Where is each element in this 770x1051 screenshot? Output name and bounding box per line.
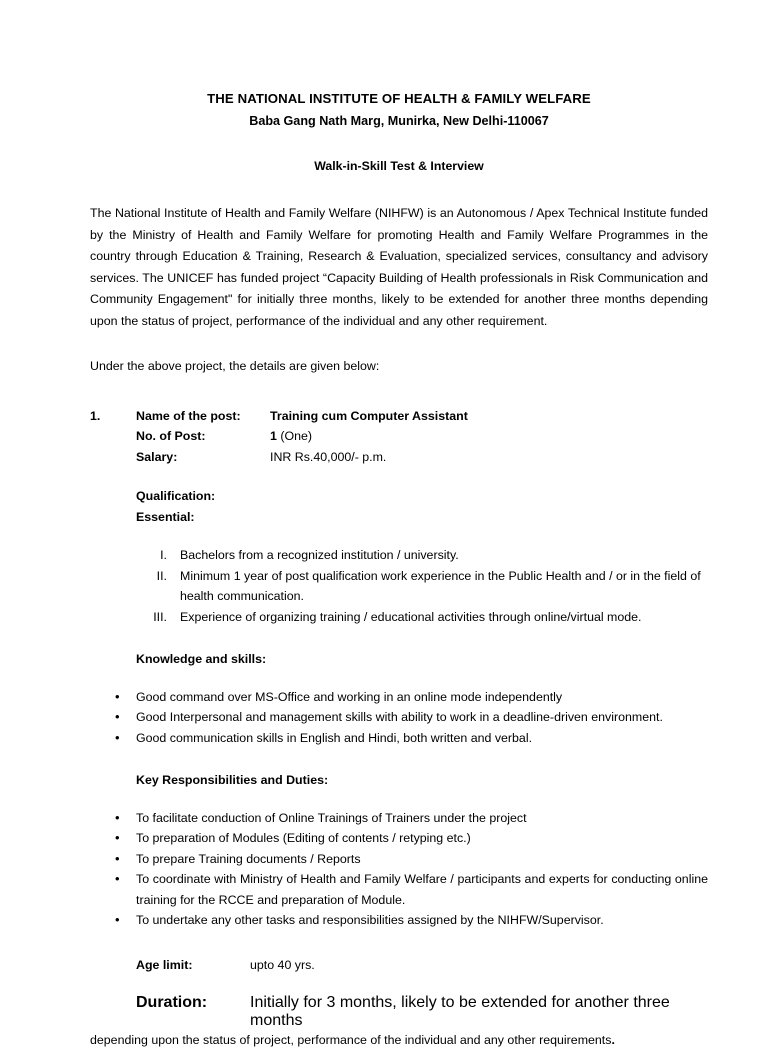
list-item <box>115 728 708 749</box>
list-item <box>115 849 708 870</box>
list-item <box>115 707 708 728</box>
post-rows <box>136 406 708 468</box>
bullet-text: To preparation of Modules (Editing of contents / retyping etc.) <box>136 831 471 845</box>
bullet-icon: • <box>115 871 120 886</box>
essential-heading: Essential: <box>136 509 195 524</box>
roman-text: Minimum 1 year of post qualification work experience in the Public Health and / or in the field of health communication. <box>180 568 701 603</box>
duration-tail-text: depending upon the status of project, performance of the individual and any other requirements <box>90 1033 612 1047</box>
duration-continuation <box>90 1030 708 1051</box>
duration-value: Initially for 3 months, likely to be extended for another three months <box>250 994 670 1029</box>
post-count-label: No. of Post: <box>136 429 206 443</box>
bullet-icon: • <box>115 850 120 866</box>
post-details-block <box>90 406 708 468</box>
knowledge-skills-list <box>90 687 708 749</box>
bullet-text: To prepare Training documents / Reports <box>136 851 361 866</box>
document-subject-heading: Walk-in-Skill Test & Interview <box>314 159 484 173</box>
post-count-number: 1 <box>270 429 277 443</box>
bullet-icon: • <box>115 830 120 845</box>
bullet-text: To coordinate with Ministry of Health and Family Welfare / participants and experts for conducting online training for the RCCE and preparation of Module. <box>136 872 708 907</box>
duration-tail-period: . <box>611 1033 615 1047</box>
bullet-icon: • <box>115 688 120 704</box>
list-item <box>115 910 708 931</box>
age-limit-label: Age limit: <box>136 957 193 972</box>
spacer <box>90 975 708 994</box>
institute-address: Baba Gang Nath Marg, Munirka, New Delhi-110067 <box>249 114 549 128</box>
essential-qualification-list <box>136 545 708 627</box>
list-item <box>115 828 708 849</box>
document-content <box>90 88 708 1051</box>
post-name-value: Training cum Computer Assistant <box>270 408 468 423</box>
qualification-heading: Qualification: <box>136 489 216 503</box>
duration-label: Duration: <box>136 994 208 1011</box>
bullet-icon: • <box>115 729 120 745</box>
list-item <box>115 808 708 829</box>
list-item <box>115 687 708 708</box>
roman-marker: I. <box>160 548 167 562</box>
post-row-salary <box>136 447 708 468</box>
age-limit-value: upto 40 yrs. <box>250 957 315 972</box>
post-salary-value: INR Rs.40,000/- p.m. <box>270 449 387 464</box>
roman-marker: II. <box>156 568 167 583</box>
list-item <box>136 545 708 566</box>
bullet-icon: • <box>115 809 120 825</box>
bullet-text: To facilitate conduction of Online Trainings of Trainers under the project <box>136 810 527 825</box>
details-lead-line: Under the above project, the details are given below: <box>90 359 380 373</box>
bullet-text: Good communication skills in English and Hindi, both written and verbal. <box>136 730 533 745</box>
institute-name-heading: THE NATIONAL INSTITUTE OF HEALTH & FAMILY WELFARE <box>207 91 591 106</box>
duration-block <box>90 994 708 1051</box>
post-count-value <box>270 426 708 447</box>
knowledge-skills-heading: Knowledge and skills: <box>136 652 267 666</box>
list-item <box>136 607 708 628</box>
post-row-name <box>136 406 708 427</box>
post-salary-label: Salary: <box>136 449 178 464</box>
list-item <box>136 566 708 607</box>
duration-row <box>136 994 708 1030</box>
post-row-count <box>136 426 708 447</box>
bullet-text: Good Interpersonal and management skills with ability to work in a deadline-driven environment. <box>136 710 663 724</box>
list-item <box>115 869 708 910</box>
intro-paragraph: The National Institute of Health and Family Welfare (NIHFW) is an Autonomous / Apex Technical Institute funded by the Ministry of Health and Family Welfare for promoting Health and Family Welfare Programmes in the country through Education & Training, Research & Evaluation, specialized services, consultancy and advisory services. The UNICEF has funded project “Capacity Building of Health professionals in Risk Communication and Community Engagement" for initially three months, likely to be extended for another three months depending upon the status of project, performance of the individual and any other requirement. <box>90 206 708 328</box>
age-limit-row <box>136 955 708 976</box>
bullet-text: Good command over MS-Office and working in an online mode independently <box>136 689 563 704</box>
age-limit-block <box>90 955 708 976</box>
responsibilities-heading: Key Responsibilities and Duties: <box>136 773 329 787</box>
bullet-text: To undertake any other tasks and responsibilities assigned by the NIHFW/Supervisor. <box>136 913 604 927</box>
roman-text: Experience of organizing training / educational activities through online/virtual mode. <box>180 609 642 624</box>
roman-text: Bachelors from a recognized institution / university. <box>180 548 459 562</box>
post-number: 1. <box>90 408 101 423</box>
roman-marker: III. <box>153 609 167 624</box>
post-count-words: (One) <box>276 429 313 443</box>
post-name-label: Name of the post: <box>136 408 241 423</box>
responsibilities-list <box>90 808 708 931</box>
bullet-icon: • <box>115 912 120 927</box>
bullet-icon: • <box>115 709 120 724</box>
